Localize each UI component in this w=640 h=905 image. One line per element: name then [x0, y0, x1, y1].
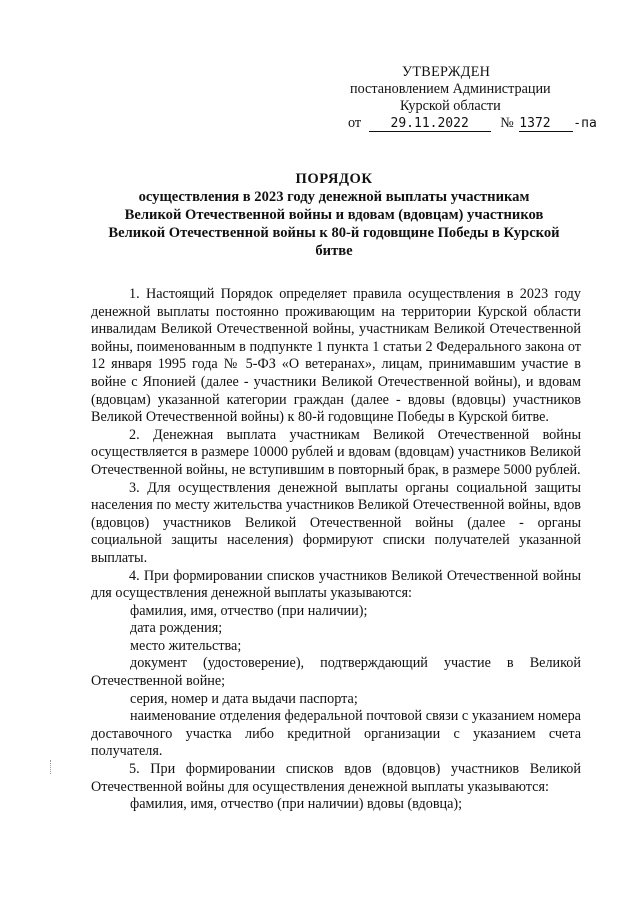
approval-number-suffix: -па — [573, 116, 597, 131]
list-item: фамилия, имя, отчество (при наличии) вдовы (вдовца); — [130, 796, 463, 813]
number-prefix: № — [500, 115, 514, 131]
subtitle-line: Великой Отечественной войны к 80-й годовщине Победы в Курской — [108, 225, 560, 241]
approval-stamp — [344, 64, 604, 132]
approval-title: УТВЕРЖДЕН — [402, 64, 491, 80]
scan-mark — [50, 760, 53, 774]
paragraph-4: 4. При формировании списков участников Великой Отечественной войны для осуществления денежной выплаты указываются: — [91, 567, 581, 602]
document-title-block — [80, 170, 588, 260]
subtitle-line: битве — [315, 243, 353, 259]
approval-date: 29.11.2022 — [369, 117, 491, 132]
list-item: серия, номер и дата выдачи паспорта; — [130, 690, 358, 707]
list-item: фамилия, имя, отчество (при наличии); — [130, 602, 368, 619]
paragraph-2: 2. Денежная выплата участникам Великой Отечественной войны осуществляется в размере 10000 рублей и вдовам (вдовцам) участников Великой Отечественной войны, не вступившим в повторный брак, в размере 5000 рублей. — [91, 426, 581, 478]
subtitle-line: Великой Отечественной войны и вдовам (вдовцам) участников — [124, 207, 544, 223]
list-item: место жительства; — [130, 637, 242, 654]
date-prefix: от — [348, 115, 362, 131]
approval-number: 1372 — [519, 117, 573, 132]
paragraph-3: 3. Для осуществления денежной выплаты органы социальной защиты населения по месту жительства участников Великой Отечественной войны, вдов (вдовцов) участников Великой Отечественной войны (далее - органы социальной защиты населения) формируют списки получателей указанной выплаты. — [91, 479, 581, 566]
list-item: дата рождения; — [130, 620, 223, 637]
subtitle-line: осуществления в 2023 году денежной выплаты участникам — [138, 189, 530, 205]
approval-line-2: Курской области — [400, 98, 501, 114]
list-item: наименование отделения федеральной почтовой связи с указанием номера доставочного участка либо кредитной организации с указанием счета получателя. — [91, 708, 581, 760]
approval-date-number — [348, 115, 604, 132]
document-title: ПОРЯДОК — [295, 171, 373, 187]
paragraph-5: 5. При формировании списков вдов (вдовцов) участников Великой Отечественной войны для осуществления денежной выплаты указываются: — [91, 761, 581, 795]
list-item: документ (удостоверение), подтверждающий участие в Великой Отечественной войне; — [91, 655, 581, 690]
approval-line-1: постановлением Администрации — [350, 81, 551, 97]
document-body — [91, 286, 581, 814]
paragraph-1: 1. Настоящий Порядок определяет правила осуществления в 2023 году денежной выплаты постоянно проживающим на территории Курской области инвалидам Великой Отечественной войны, участникам Великой Отечественной войны, поименованным в подпункте 1 пункта 1 статьи 2 Федерального закона от 12 января 1995 года № 5-ФЗ «О ветеранах», лицам, принимавшим участие в войне с Японией (далее - участники Великой Отечественной войны), и вдовам (вдовцам) указанной категории граждан (далее - вдовы (вдовцы) участников Великой Отечественной войны) к 80-й годовщине Победы в Курской битве. — [91, 286, 581, 426]
